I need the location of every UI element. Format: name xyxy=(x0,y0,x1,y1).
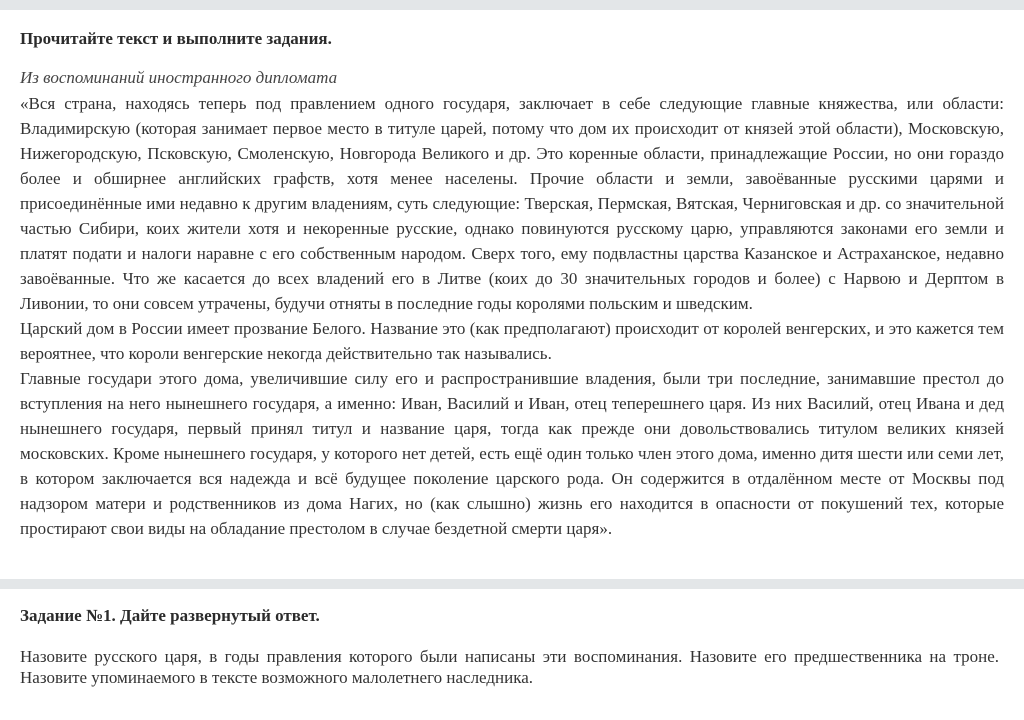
text-paragraph-3: Главные государи этого дома, увеличившие силу его и распространившие владения, были три последние, занимавшие престол до вступления на него нынешнего государя, а именно: Иван, Василий и Иван, отец теперешнего царя. Из них Василий, отец Ивана и дед нынешнего государя, первый принял титул и название царя, тогда как прежде они довольствовались титулом великих князей московских. Кроме нынешнего государя, у которого нет детей, есть ещё один только член этого дома, именно дитя шести или семи лет, в котором заключается вся надежда и всё будущее поколение царского рода. Он содержится в отдалённом месте от Москвы под надзором матери и родственников из дома Нагих, но (как слышно) жизнь его находится в опасности от покушений тех, которые простирают свои виды на обладание престолом в случае бездетной смерти царя». xyxy=(20,369,1004,538)
source-caption: Из воспоминаний иностранного дипломата xyxy=(20,68,338,87)
top-divider xyxy=(0,0,1024,10)
text-paragraph-2: Царский дом в России имеет прозвание Белого. Название это (как предполагают) происходит от королей венгерских, и это кажется тем вероятнее, что короли венгерские некогда действительно так назывались. xyxy=(20,319,1004,363)
task-title: Задание №1. Дайте развернутый ответ. xyxy=(20,606,320,625)
reading-heading: Прочитайте текст и выполните задания. xyxy=(20,29,332,48)
section-divider xyxy=(0,579,1024,589)
reading-block xyxy=(20,10,1004,541)
text-paragraph-1: «Вся страна, находясь теперь под правлением одного государя, заключает в себе следующие главные княжества, или области: Владимирскую (которая занимает первое место в титуле царей, потому что дом их происходит от князей этой области), Московскую, Нижегородскую, Псковскую, Смоленскую, Новгорода Великого и др. Это коренные области, принадлежащие России, но они гораздо более и обширнее английских графств, хотя менее населены. Прочие области и земли, завоёванные русскими царями и присоединённые ими недавно к другим владениям, суть следующие: Тверская, Пермская, Вятская, Черниговская и др. со значительной частью Сибири, коих жители хотя и некоренные русские, однако повинуются русскому царю, управляются законами его земли и платят подати и налоги наравне с его собственным народом. Сверх того, ему подвластны царства Казанское и Астраханское, недавно завоёванные. Что же касается до всех владений его в Литве (коих до 30 значительных городов и более) с Нарвою и Дерптом в Ливонии, то они совсем утрачены, будучи отняты в последние годы королями польским и шведским. xyxy=(20,94,1004,313)
task-text: Назовите русского царя, в годы правления которого были написаны эти воспоминания. Назовите его предшественника на троне. Назовите упоминаемого в тексте возможного малолетнего наследника. xyxy=(20,647,999,687)
task-block xyxy=(20,606,999,688)
